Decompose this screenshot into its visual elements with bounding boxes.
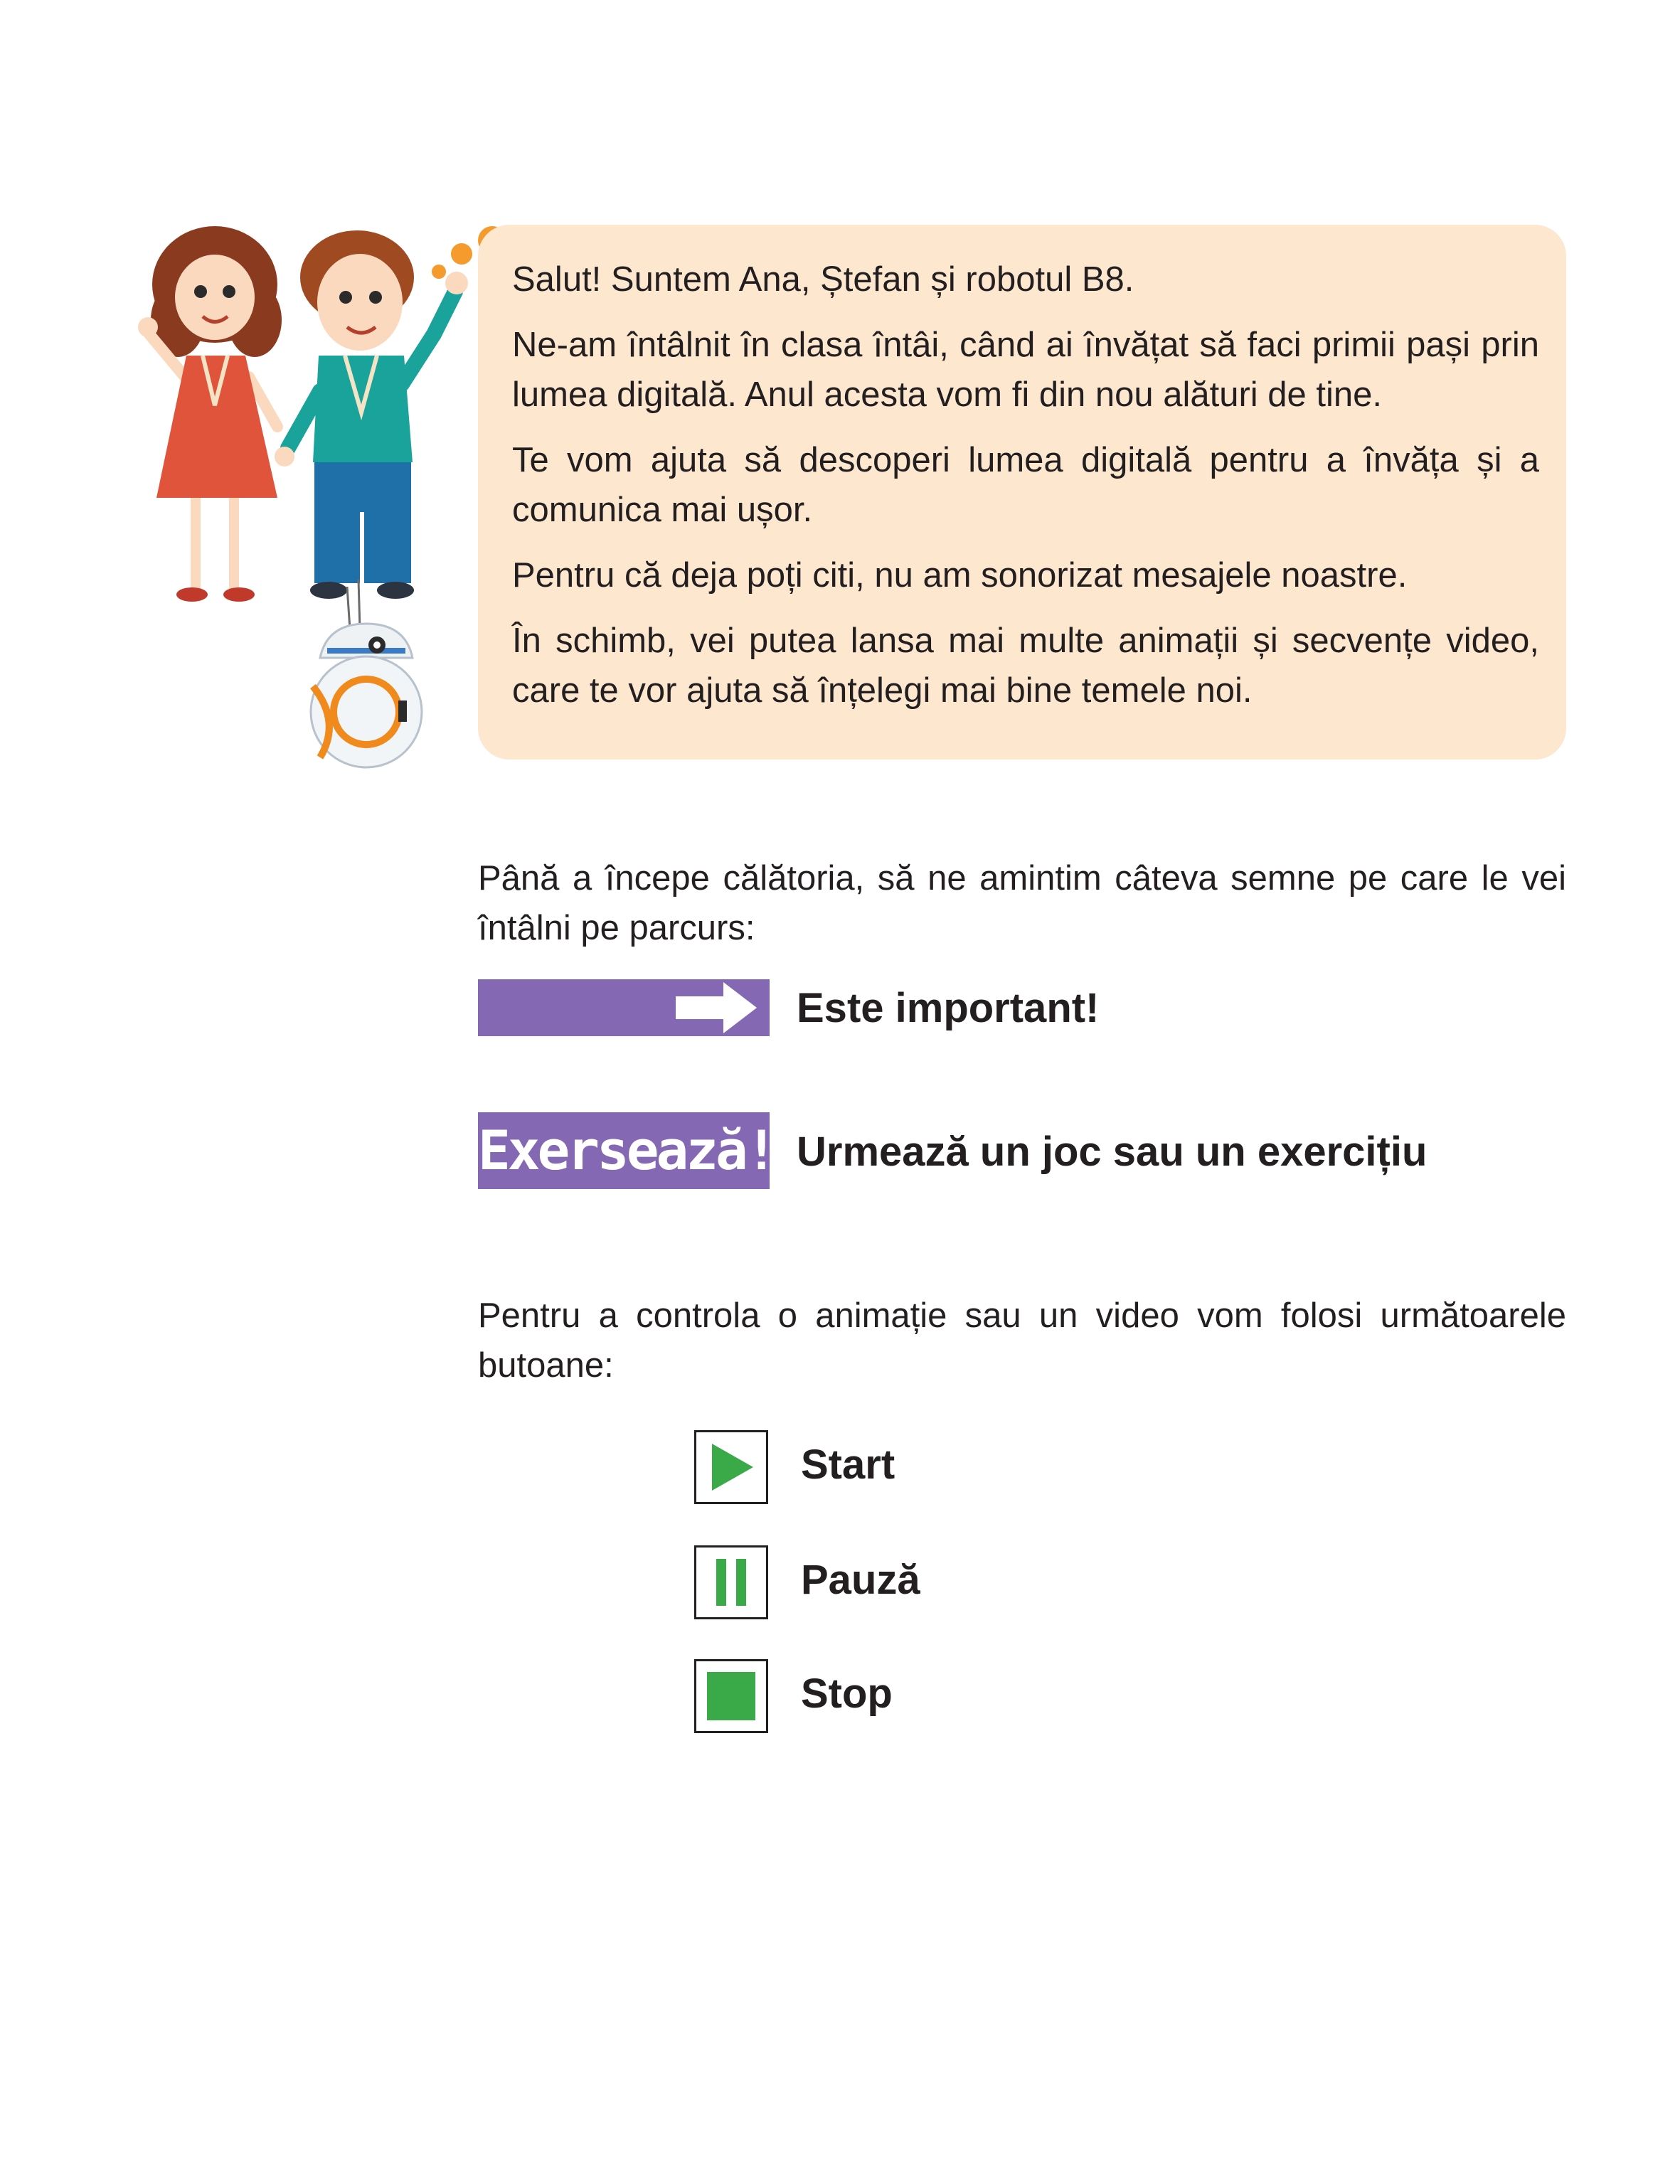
important-sign bbox=[478, 979, 770, 1036]
pause-button[interactable] bbox=[694, 1545, 768, 1619]
pause-label: Pauză bbox=[801, 1557, 920, 1603]
controls-intro-text: Pentru a controla o animație sau un video vom folosi următoarele butoane: bbox=[478, 1296, 1566, 1385]
bubble-line-animations: În schimb, vei putea lansa mai multe animații și secvențe video, care te vor ajuta să înțelegi mai bine temele noi. bbox=[512, 622, 1539, 710]
play-icon bbox=[696, 1432, 766, 1502]
exercise-badge: Exersează! bbox=[478, 1112, 770, 1189]
robot-b8-illustration bbox=[299, 580, 434, 772]
stop-button[interactable] bbox=[694, 1659, 768, 1733]
important-label: Este important! bbox=[797, 985, 1100, 1031]
thought-dot-medium bbox=[451, 243, 472, 265]
signs-intro-text: Până a începe călătoria, să ne amintim câteva semne pe care le vei întâlni pe parcurs: bbox=[478, 859, 1566, 947]
bubble-line-greeting: Salut! Suntem Ana, Ștefan și robotul B8. bbox=[512, 260, 1134, 299]
stop-label: Stop bbox=[801, 1671, 893, 1717]
stop-icon bbox=[696, 1661, 766, 1731]
bubble-line-met: Ne-am întâlnit în clasa întâi, când ai învățat să faci primii pași prin lumea digitală. Anul acesta vom fi din nou alături de tine. bbox=[512, 326, 1539, 414]
thought-dot-small bbox=[432, 265, 446, 279]
ana-figure bbox=[138, 226, 282, 602]
bubble-line-help: Te vom ajuta să descoperi lumea digitală pentru a învăța și a comunica mai ușor. bbox=[512, 441, 1539, 529]
exercise-label: Urmează un joc sau un exercițiu bbox=[797, 1129, 1428, 1175]
arrow-right-icon bbox=[478, 979, 770, 1036]
stefan-figure bbox=[275, 230, 468, 599]
start-label: Start bbox=[801, 1442, 895, 1488]
pause-icon bbox=[696, 1548, 766, 1617]
start-button[interactable] bbox=[694, 1430, 768, 1504]
speech-bubble bbox=[478, 225, 1566, 760]
bubble-line-reading: Pentru că deja poți citi, nu am sonorizat mesajele noastre. bbox=[512, 556, 1408, 595]
